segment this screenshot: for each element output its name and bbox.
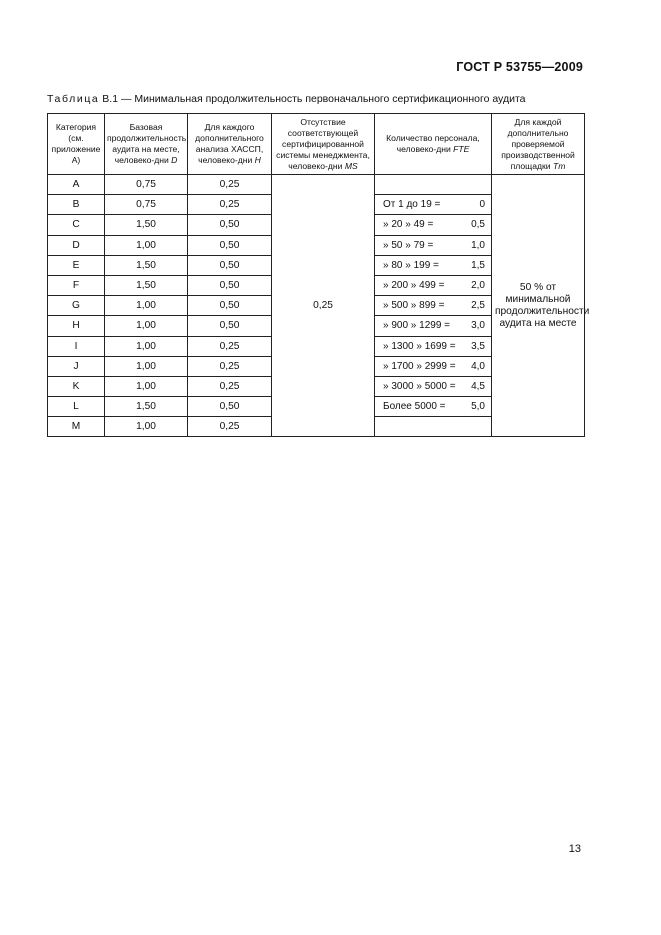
- haccp-cell: 0,50: [188, 235, 272, 255]
- header-haccp: Для каждого дополнительного анализа ХАССП, человеко-дни H: [188, 114, 272, 175]
- fte-range: » 900 » 1299 =: [383, 320, 451, 332]
- category-cell: K: [48, 376, 105, 396]
- category-cell: E: [48, 255, 105, 275]
- document-code: ГОСТ Р 53755—2009: [456, 60, 583, 74]
- category-cell: G: [48, 296, 105, 316]
- haccp-cell: 0,25: [188, 195, 272, 215]
- fte-value: 0,5: [471, 219, 485, 231]
- fte-value: 0: [479, 199, 485, 211]
- category-cell: F: [48, 275, 105, 295]
- page-number: 13: [568, 843, 581, 855]
- haccp-cell: 0,25: [188, 417, 272, 437]
- tm-cell: [492, 175, 590, 437]
- ms-value-cell: 0,25: [272, 175, 375, 437]
- fte-range: » 500 » 899 =: [383, 300, 445, 312]
- haccp-cell: 0,25: [188, 376, 272, 396]
- fte-value: 1,5: [471, 259, 485, 271]
- fte-cell: [375, 235, 492, 255]
- haccp-cell: 0,50: [188, 316, 272, 336]
- fte-cell: [375, 417, 492, 437]
- base-duration-cell: 1,00: [105, 316, 188, 336]
- base-duration-cell: 1,00: [105, 417, 188, 437]
- base-duration-cell: 1,50: [105, 215, 188, 235]
- base-duration-cell: 0,75: [105, 175, 188, 195]
- haccp-cell: 0,25: [188, 175, 272, 195]
- fte-cell: [375, 275, 492, 295]
- category-cell: H: [48, 316, 105, 336]
- haccp-cell: 0,25: [188, 336, 272, 356]
- fte-range: » 50 » 79 =: [383, 239, 434, 251]
- category-cell: L: [48, 397, 105, 417]
- header-tm: Для каждой дополнительно проверяемой производственной площадки Tm: [492, 114, 585, 175]
- base-duration-cell: 1,00: [105, 336, 188, 356]
- category-cell: B: [48, 195, 105, 215]
- fte-range: » 200 » 499 =: [383, 280, 445, 292]
- base-duration-cell: 1,00: [105, 296, 188, 316]
- fte-value: 2,0: [471, 280, 485, 292]
- fte-value: 1,0: [471, 239, 485, 251]
- category-cell: J: [48, 356, 105, 376]
- fte-cell: [375, 296, 492, 316]
- fte-cell: [375, 175, 492, 195]
- haccp-cell: 0,50: [188, 255, 272, 275]
- table-caption: [47, 93, 617, 105]
- fte-value: 4,5: [471, 380, 485, 392]
- fte-range: » 80 » 199 =: [383, 259, 439, 271]
- haccp-cell: 0,50: [188, 275, 272, 295]
- fte-range: » 1700 » 2999 =: [383, 360, 456, 372]
- fte-range: » 20 » 49 =: [383, 219, 434, 231]
- header-category: Категория (см. приложение А): [48, 114, 105, 175]
- table-caption-word: Таблица: [47, 93, 100, 105]
- base-duration-cell: 1,00: [105, 376, 188, 396]
- category-cell: D: [48, 235, 105, 255]
- fte-range: От 1 до 19 =: [383, 199, 441, 211]
- category-cell: A: [48, 175, 105, 195]
- fte-value: 4,0: [471, 360, 485, 372]
- audit-duration-table: [47, 113, 590, 437]
- fte-range: Более 5000 =: [383, 401, 446, 413]
- tm-text: 50 % от минимальной продолжительности аудита на месте: [495, 281, 590, 329]
- fte-cell: [375, 376, 492, 396]
- base-duration-cell: 1,00: [105, 356, 188, 376]
- haccp-cell: 0,50: [188, 397, 272, 417]
- haccp-cell: 0,50: [188, 296, 272, 316]
- header-base-duration: Базовая продолжительность аудита на месте, человеко-дни D: [105, 114, 188, 175]
- haccp-cell: 0,50: [188, 215, 272, 235]
- fte-cell: [375, 255, 492, 275]
- fte-cell: [375, 195, 492, 215]
- table-header-row: [48, 114, 585, 175]
- fte-value: 5,0: [471, 401, 485, 413]
- category-cell: C: [48, 215, 105, 235]
- category-cell: I: [48, 336, 105, 356]
- fte-range: » 3000 » 5000 =: [383, 380, 456, 392]
- base-duration-cell: 1,50: [105, 397, 188, 417]
- fte-cell: [375, 356, 492, 376]
- fte-value: 3,0: [471, 320, 485, 332]
- base-duration-cell: 0,75: [105, 195, 188, 215]
- fte-cell: [375, 215, 492, 235]
- fte-cell: [375, 397, 492, 417]
- header-ms: Отсутствие соответствующей сертифицированной системы менеджмента, человеко-дни MS: [272, 114, 375, 175]
- table-caption-text: В.1 — Минимальная продолжительность первоначального сертификационного аудита: [102, 93, 526, 105]
- fte-cell: [375, 316, 492, 336]
- haccp-cell: 0,25: [188, 356, 272, 376]
- table-row: [48, 175, 585, 195]
- fte-value: 3,5: [471, 340, 485, 352]
- base-duration-cell: 1,50: [105, 275, 188, 295]
- base-duration-cell: 1,50: [105, 255, 188, 275]
- fte-cell: [375, 336, 492, 356]
- base-duration-cell: 1,00: [105, 235, 188, 255]
- fte-range: » 1300 » 1699 =: [383, 340, 456, 352]
- fte-value: 2,5: [471, 300, 485, 312]
- category-cell: M: [48, 417, 105, 437]
- header-fte: Количество персонала, человеко-дни FTE: [375, 114, 492, 175]
